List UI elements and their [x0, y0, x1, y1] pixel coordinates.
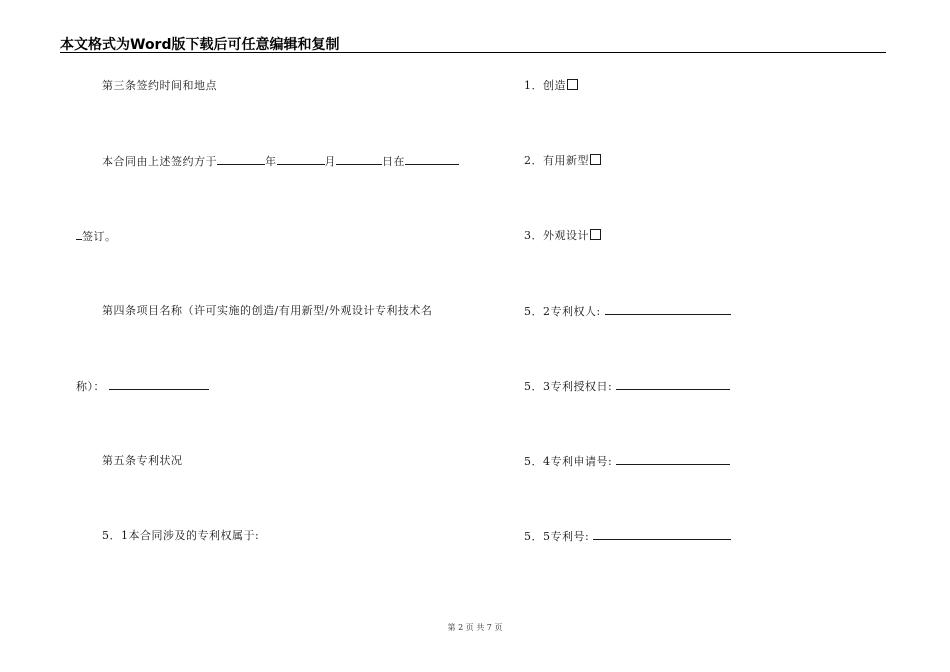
- year-label: 年: [265, 155, 277, 168]
- option-utility-model-label: 2．有用新型: [524, 154, 589, 167]
- date-day-blank[interactable]: [336, 154, 382, 165]
- project-name-blank[interactable]: [109, 379, 209, 390]
- clause-5-1: 5．1本合同涉及的专利权属于:: [102, 529, 260, 542]
- option-invention: [524, 79, 578, 93]
- article4-title: 第四条项目名称（许可实施的创造/有用新型/外观设计专利技术名: [102, 304, 433, 317]
- clause-5-2: [524, 304, 731, 319]
- signed-line: [76, 229, 117, 244]
- patentee-blank[interactable]: [605, 304, 731, 315]
- article4-cont: 称）：: [76, 380, 105, 393]
- location-blank[interactable]: [405, 154, 459, 165]
- option-invention-label: 1．创造: [524, 79, 566, 92]
- clause-5-2-label: 5．2专利权人:: [524, 305, 601, 318]
- clause-5-4-label: 5．4专利申请号:: [524, 455, 613, 468]
- article5-title: 第五条专利状况: [102, 454, 183, 467]
- page-footer: 第 2 页 共 7 页: [447, 623, 503, 632]
- option-utility-model: [524, 154, 601, 168]
- signing-prefix: 本合同由上述签约方于: [102, 155, 217, 168]
- day-label: 日在: [382, 155, 405, 168]
- clause-5-5: [524, 529, 731, 544]
- month-label: 月: [324, 155, 336, 168]
- option-design: [524, 229, 601, 243]
- checkbox-invention[interactable]: [567, 79, 578, 90]
- clause-5-3: [524, 379, 730, 394]
- grant-date-blank[interactable]: [616, 379, 730, 390]
- clause-5-4: [524, 454, 730, 469]
- clause-5-3-label: 5．3专利授权日:: [524, 380, 613, 393]
- article4-cont-line: [76, 379, 209, 394]
- date-month-blank[interactable]: [277, 154, 325, 165]
- document-header: 本文格式为Word版下载后可任意编辑和复制: [60, 37, 340, 53]
- clause-5-5-label: 5．5专利号:: [524, 530, 590, 543]
- checkbox-utility-model[interactable]: [590, 154, 601, 165]
- patent-number-blank[interactable]: [593, 529, 731, 540]
- signing-sentence: [102, 154, 459, 169]
- signed-suffix: 签订。: [82, 230, 117, 243]
- application-number-blank[interactable]: [616, 454, 730, 465]
- option-design-label: 3．外观设计: [524, 229, 589, 242]
- date-year-blank[interactable]: [217, 154, 265, 165]
- checkbox-design[interactable]: [590, 229, 601, 240]
- header-rule: [60, 52, 886, 53]
- article3-title: 第三条签约时间和地点: [102, 79, 217, 92]
